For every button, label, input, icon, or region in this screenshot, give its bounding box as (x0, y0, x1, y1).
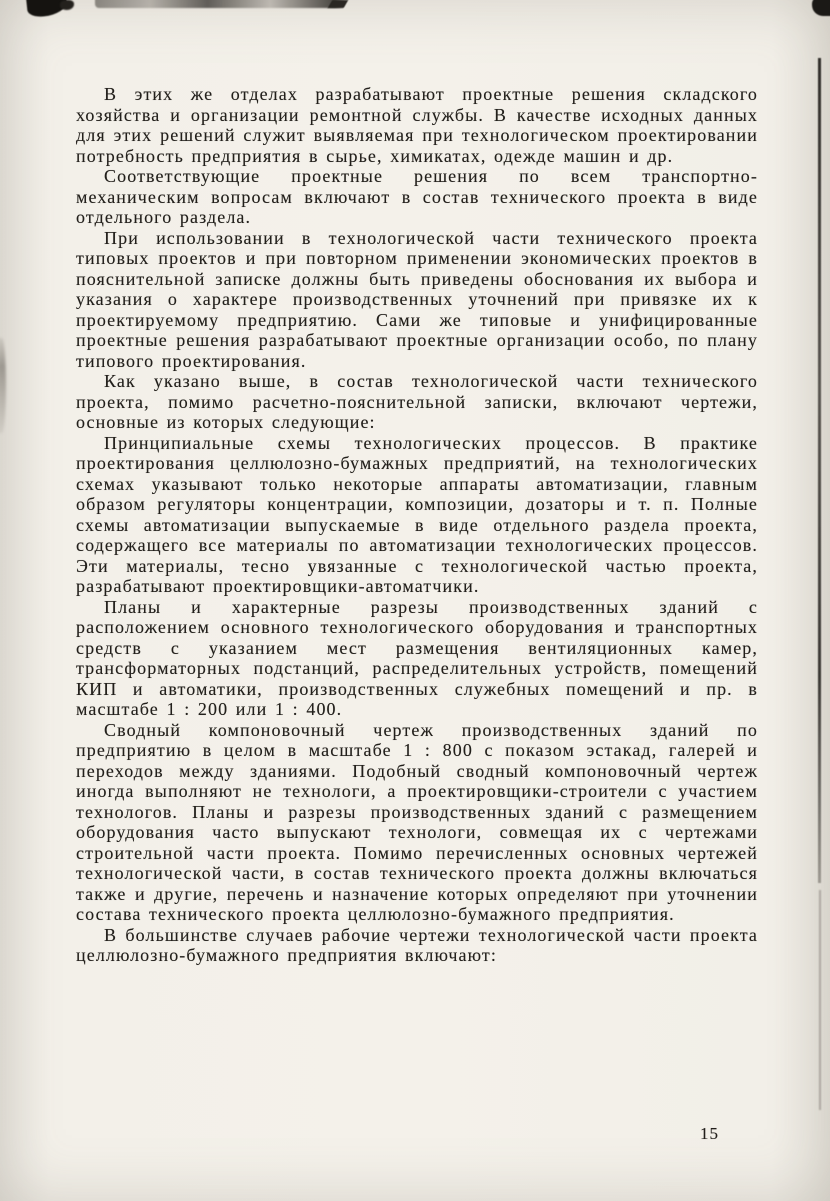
paragraph: В этих же отделах разрабатывают проектные решения складского хозяйства и организации ремонтной службы. В качестве исходных данных для этих решений служит выявляемая при технологическом проектировании потребность предприятия в сырье, химикатах, одежде машин и др. (76, 84, 758, 166)
scan-artifact-left-smudge (0, 338, 6, 433)
paragraph: Планы и характерные разрезы производственных зданий с расположением основного технологического оборудования и транспортных средств с указанием мест размещения вентиляционных камер, трансформаторных подстанций, распределительных устройств, помещений КИП и автоматики, производственных служебных помещений и пр. в масштабе 1 : 200 или 1 : 400. (76, 596, 758, 719)
paragraph: При использовании в технологической части технического проекта типовых проектов и при повторном применении экономических проектов в пояснительной записке должны быть приведены обоснования их выбора и указания о характере производственных уточнений при привязке их к проектируемому предприятию. Сами же типовые и унифицированные проектные решения разрабатывают проектные организации особо, по плану типового проектирования. (76, 227, 758, 371)
paragraph: Сводный компоновочный чертеж производственных зданий по предприятию в целом в масштабе 1 : 800 с показом эстакад, галерей и переходов между зданиями. Подобный сводный компоновочный чертеж иногда выполняют не технологи, а проектировщики-строители с участием технологов. Планы и разрезы производственных зданий с размещением оборудования часто выпускают технологи, совмещая их с чертежами строительной части проекта. Помимо перечисленных основных чертежей технологической части, в состав технического проекта должны включаться также и другие, перечень и назначение которых определяют при уточнении состава технического проекта целлюлозно-бумажного предприятия. (76, 719, 758, 924)
paragraph: Соответствующие проектные решения по всем транспортно-механическим вопросам включают в состав технического проекта в виде отдельного раздела. (76, 166, 758, 227)
scan-artifact-right-edge-line-faint (819, 890, 821, 1110)
scan-artifact-ink-dot (60, 0, 74, 10)
paragraph: Как указано выше, в состав технологической части технического проекта, помимо расчетно-пояснительной записки, включают чертежи, основные из которых следующие: (76, 371, 758, 432)
page-text (76, 84, 758, 966)
paragraph: Принципиальные схемы технологических процессов. В практике проектирования целлюлозно-бумажных предприятий, на технологических схемах указывают только некоторые аппараты автоматизации, главным образом регуляторы концентрации, композиции, дозаторы и т. п. Полные схемы автоматизации выпускаемые в виде отдельного раздела проекта, содержащего все материалы по автоматизации технологических процессов. Эти материалы, тесно увязанные с технологической частью проекта, разрабатывают проектировщики-автоматчики. (76, 432, 758, 596)
paragraph: В большинстве случаев рабочие чертежи технологической части проекта целлюлозно-бумажного предприятия включают: (76, 924, 758, 965)
scan-artifact-top-dash (328, 0, 349, 8)
scan-artifact-corner-mark (812, 0, 830, 16)
scan-artifact-ink-blob (26, 0, 68, 18)
scan-artifact-right-edge-line (818, 58, 821, 883)
scan-artifact-top-smudge (95, 0, 345, 8)
page-number: 15 (700, 1124, 719, 1143)
